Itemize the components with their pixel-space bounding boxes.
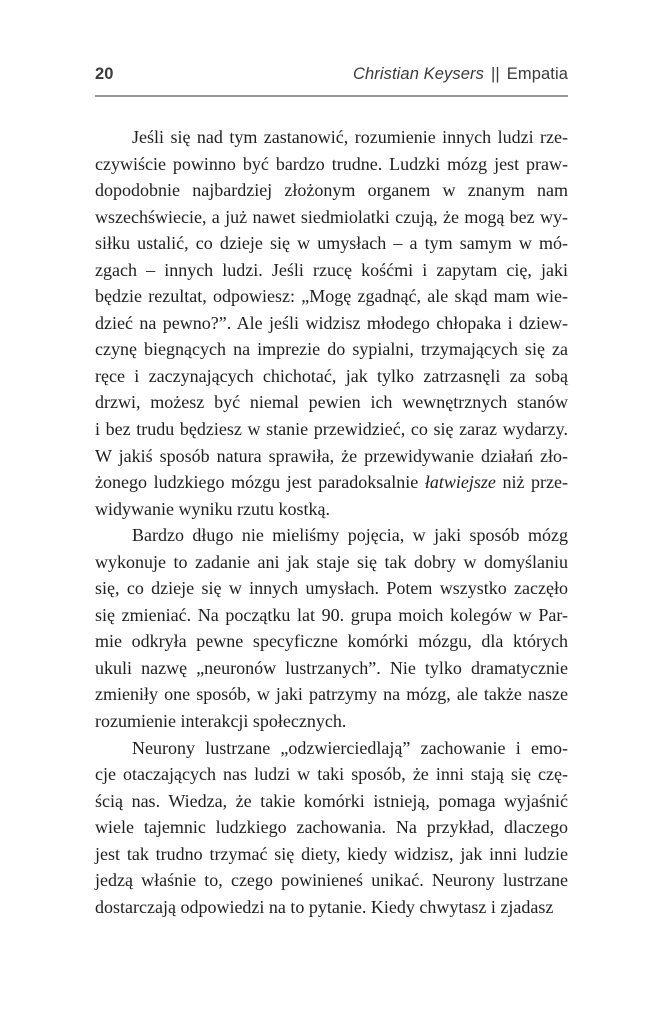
text-line: zgach – innych ludzi. Jeśli rzucę kośćmi i zapytam cię, jaki <box>95 259 568 280</box>
page-content <box>95 64 568 920</box>
text-line: rozumienie interakcji społecznych. <box>95 711 347 732</box>
text-line: siłku ustalić, co dzieje się w umysłach – a tym samym w mó- <box>95 233 568 254</box>
text-line: jedzą właśnie to, czego powinieneś unikać. Neurony lustrzane <box>95 870 568 891</box>
text-line: ukuli nazwę „neuronów lustrzanych”. Nie tylko dramatycznie <box>95 657 568 678</box>
text-line: W jakiś sposób natura sprawiła, że przewidywanie działań zło- <box>95 445 568 466</box>
page-number: 20 <box>95 65 114 83</box>
text-line: czynę biegnących na imprezie do sypialni, trzymających się za <box>95 339 568 360</box>
text-line: wiele tajemnic ludzkiego zachowania. Na przykład, dlaczego <box>95 817 568 838</box>
header-separator: || <box>490 65 500 83</box>
header-rule <box>95 95 568 97</box>
text-line: jest tak trudno trzymać się diety, kiedy widzisz, jak inni ludzie <box>95 843 568 864</box>
text-line: czywiście powinno być bardzo trudne. Ludzki mózg jest praw- <box>95 153 568 174</box>
running-head <box>353 64 568 84</box>
text-line: ścią nas. Wiedza, że takie komórki istnieją, pomaga wyjaśnić <box>95 790 568 811</box>
text-line: widywanie wyniku rzutu kostką. <box>95 498 330 519</box>
text-line: i bez trudu będziesz w stanie przewidzieć, co się zaraz wydarzy. <box>95 419 568 440</box>
book-title: Empatia <box>506 65 568 83</box>
text-line: będzie rezultat, odpowiesz: „Mogę zgadnąć, ale skąd mam wie- <box>95 286 568 307</box>
text-line: zmieniły one sposób, w jaki patrzymy na mózg, ale także nasze <box>95 684 568 705</box>
text-line: Bardzo długo nie mieliśmy pojęcia, w jaki sposób mózg <box>132 525 568 546</box>
text-line: dostarczają odpowiedzi na to pytanie. Kiedy chwytasz i zjadasz <box>95 896 554 917</box>
text-line: wykonuje to zadanie ani jak staje się tak dobry w domyślaniu <box>95 551 568 572</box>
text-line: cje otaczających nas ludzi w taki sposób, że inni stają się czę- <box>95 764 568 785</box>
text-line: wszechświecie, a już nawet siedmiolatki czują, że mogą bez wy- <box>95 206 568 227</box>
author-name: Christian Keysers <box>352 65 484 83</box>
text-line: Jeśli się nad tym zastanowić, rozumienie innych ludzi rze- <box>132 127 568 147</box>
text-line: się, co dzieje się w innych umysłach. Potem wszystko zaczęło <box>95 578 568 599</box>
text-line: się zmieniać. Na początku lat 90. grupa moich kolegów w Par- <box>95 604 568 625</box>
text-line: drzwi, możesz być niemal pewien ich wewnętrznych stanów <box>95 392 568 413</box>
text-line: ręce i zaczynających chichotać, jak tylko zatrzasnęli za sobą <box>95 365 568 386</box>
body-text <box>95 124 568 920</box>
text-line: żonego ludzkiego mózgu jest paradoksalnie łatwiejsze niż prze- <box>95 472 568 493</box>
text-line: Neurony lustrzane „odzwierciedlają” zachowanie i emo- <box>132 737 568 758</box>
text-line: dopodobnie najbardziej złożonym organem w znanym nam <box>95 180 568 201</box>
text-line: dzieć na pewno?”. Ale jeśli widzisz młodego chłopaka i dziew- <box>95 312 568 333</box>
page-header <box>95 64 568 84</box>
text-line: mie odkryła pewne specyficzne komórki mózgu, dla których <box>95 631 568 652</box>
